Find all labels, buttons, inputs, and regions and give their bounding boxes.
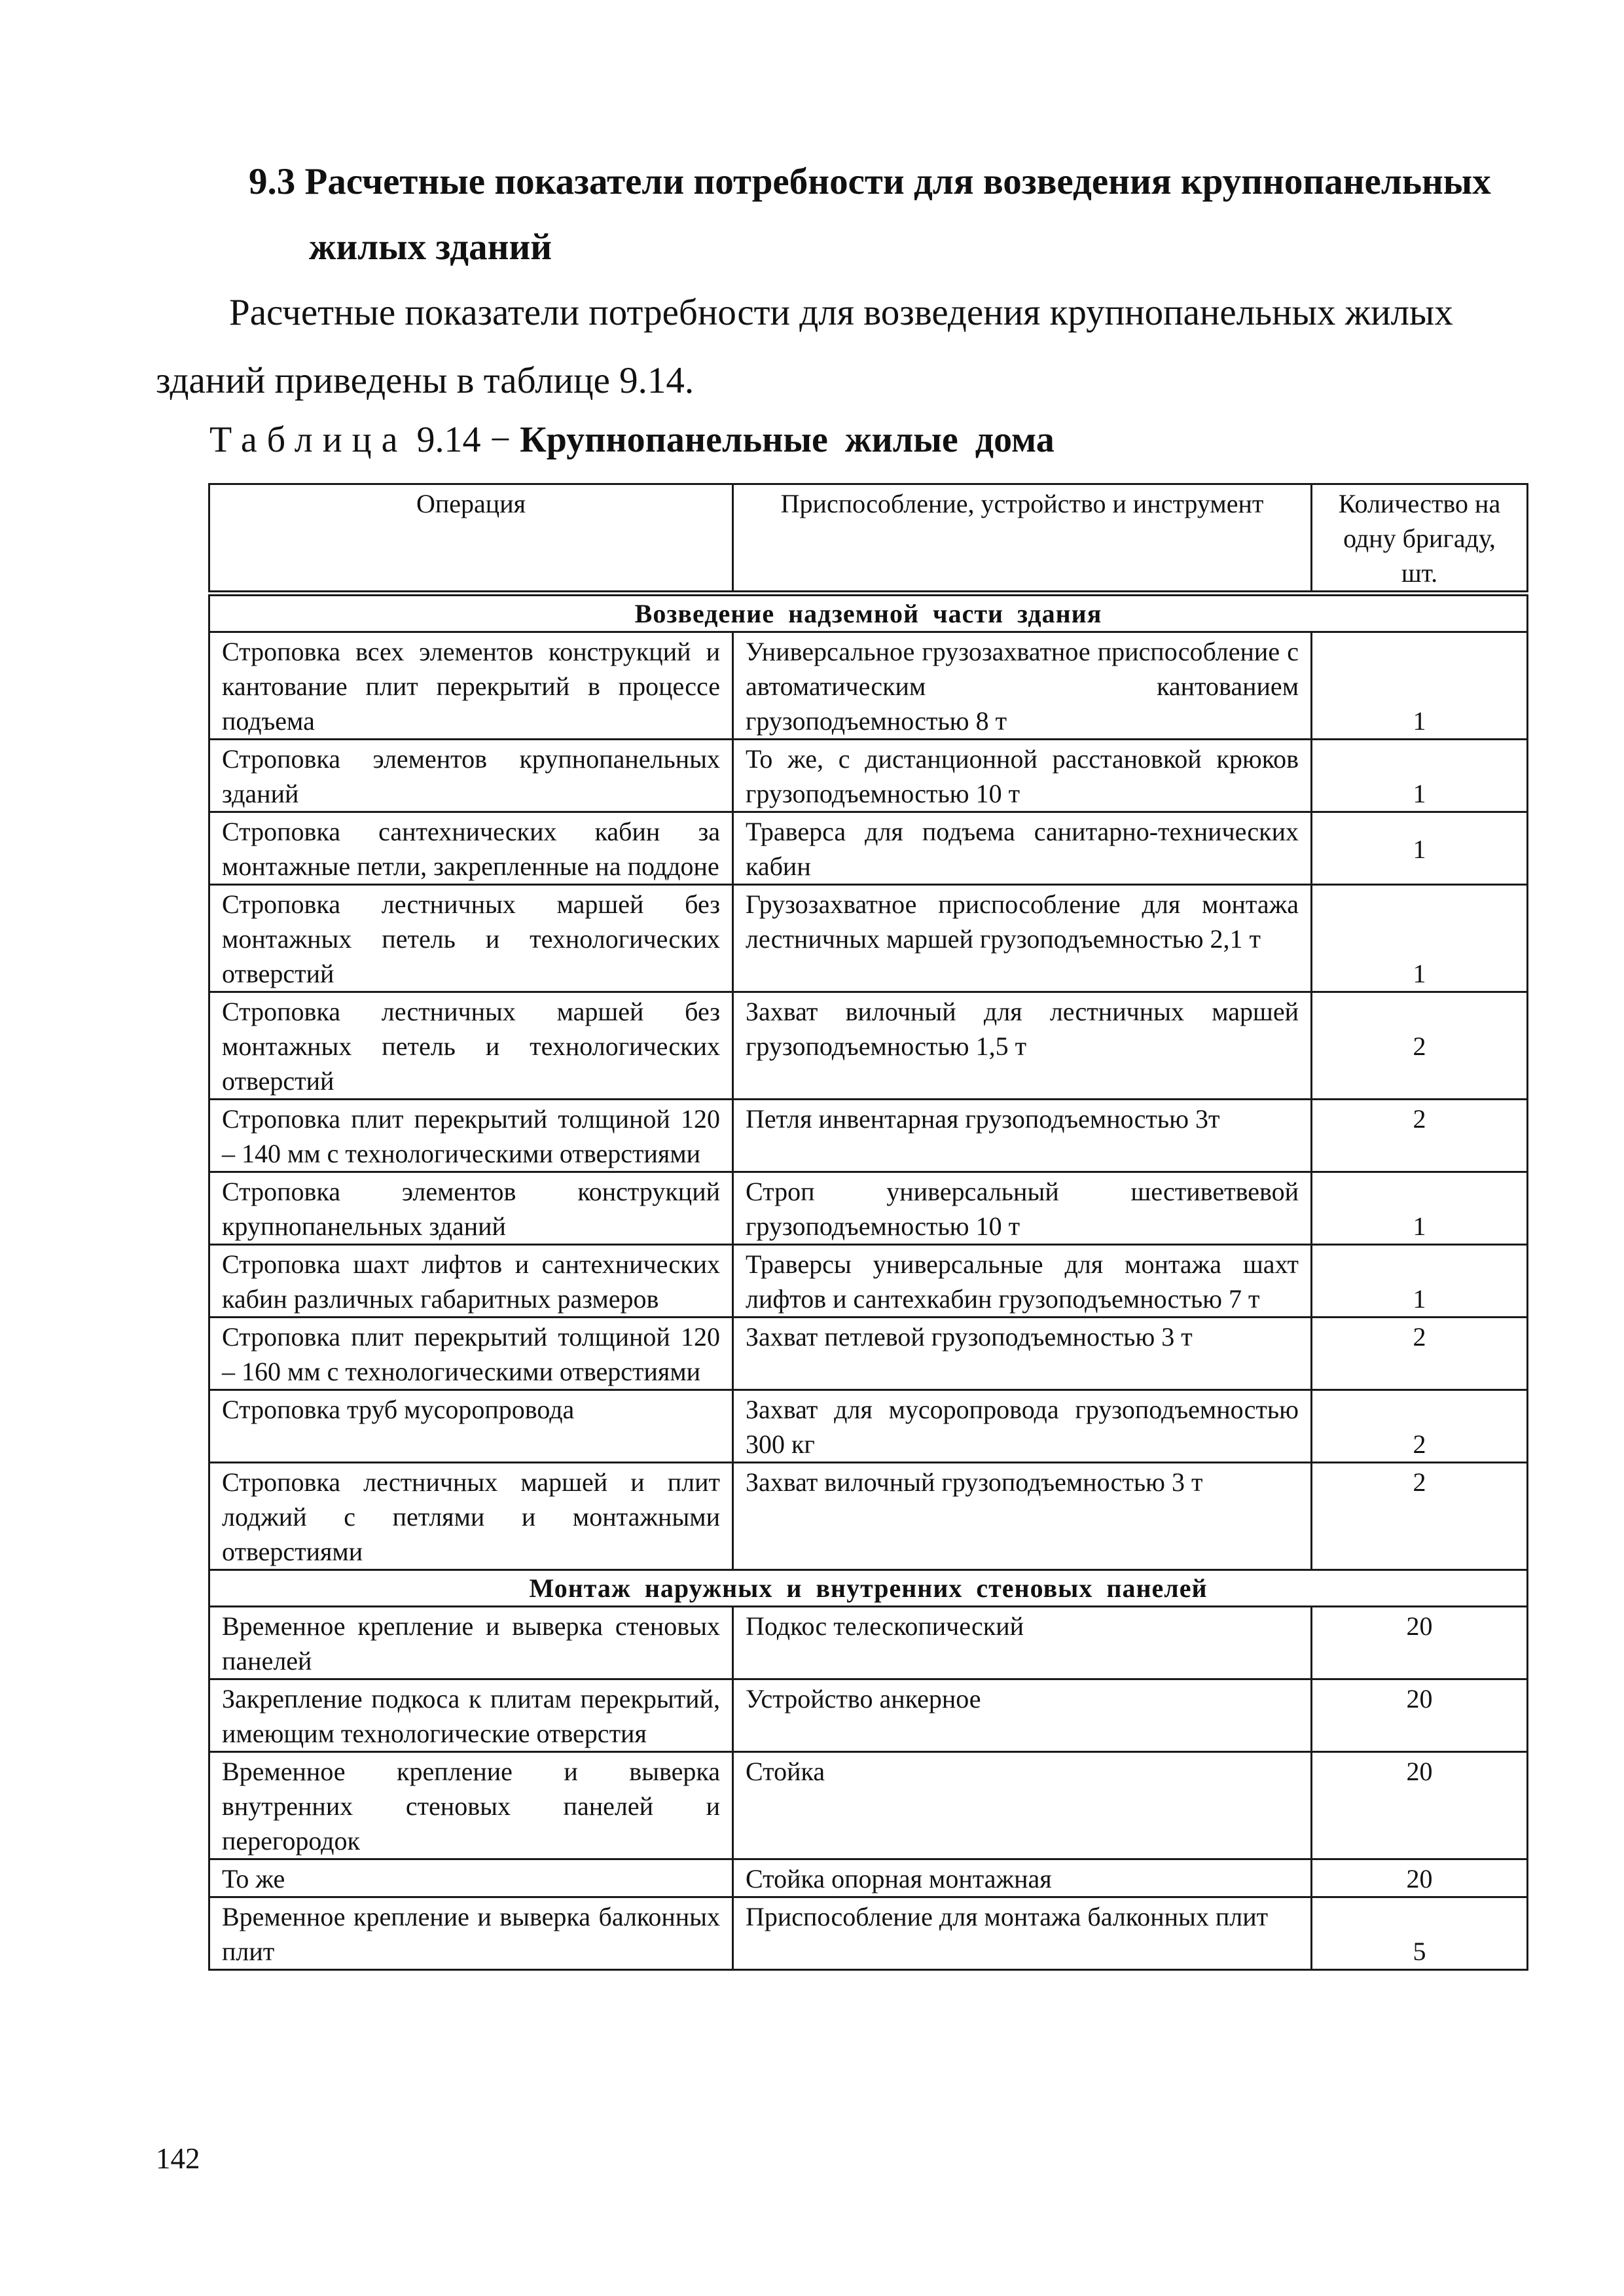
section-title: Монтаж наружных и внутренних стеновых панелей: [209, 1570, 1528, 1607]
table-row: [209, 1245, 1528, 1318]
cell-operation: Временное крепление и выверка внутренних стеновых панелей и перегородок: [209, 1752, 733, 1859]
table-header-row: [209, 484, 1528, 594]
cell-device: Универсальное грузозахватное приспособление с автоматическим кантованием грузоподъемностью 8 т: [733, 632, 1312, 740]
cell-device: Устройство анкерное: [733, 1679, 1312, 1752]
cell-quantity: 2: [1312, 992, 1528, 1100]
cell-quantity: 1: [1312, 740, 1528, 812]
cell-device: Приспособление для монтажа балконных плит: [733, 1897, 1312, 1970]
table-row: [209, 885, 1528, 992]
cell-operation: Строповка плит перекрытий толщиной 120 – 160 мм с технологическими отверстиями: [209, 1318, 733, 1390]
cell-operation: Строповка элементов крупнопанельных зданий: [209, 740, 733, 812]
cell-device: Подкос телескопический: [733, 1607, 1312, 1679]
cell-quantity: 1: [1312, 1172, 1528, 1245]
cell-operation: Строповка лестничных маршей и плит лоджий с петлями и монтажными отверстиями: [209, 1463, 733, 1570]
cell-quantity: 2: [1312, 1463, 1528, 1570]
table-caption-title: Крупнопанельные жилые дома: [520, 420, 1055, 460]
table-row: [209, 1100, 1528, 1172]
table-row: [209, 1390, 1528, 1463]
section-title: Возведение надземной части здания: [209, 594, 1528, 632]
table-row: [209, 1859, 1528, 1897]
cell-quantity: 20: [1312, 1859, 1528, 1897]
cell-operation: Строповка всех элементов конструкций и кантование плит перекрытий в процессе подъема: [209, 632, 733, 740]
table-row: [209, 1679, 1528, 1752]
cell-operation: Временное крепление и выверка балконных плит: [209, 1897, 733, 1970]
table-caption-label: Таблица: [209, 420, 408, 460]
equipment-table: [208, 483, 1528, 1971]
table-row: [209, 1752, 1528, 1859]
cell-device: Захват петлевой грузоподъемностью 3 т: [733, 1318, 1312, 1390]
section-heading: [249, 149, 1558, 280]
cell-quantity: 2: [1312, 1100, 1528, 1172]
section-heading-line2: жилых зданий: [309, 226, 552, 268]
section-row: [209, 594, 1528, 632]
header-operation: Операция: [209, 484, 733, 594]
cell-operation: Закрепление подкоса к плитам перекрытий, имеющим технологические отверстия: [209, 1679, 733, 1752]
cell-quantity: 20: [1312, 1752, 1528, 1859]
cell-operation: Строповка элементов конструкций крупнопанельных зданий: [209, 1172, 733, 1245]
cell-device: Стойка опорная монтажная: [733, 1859, 1312, 1897]
cell-quantity: 1: [1312, 812, 1528, 885]
table-row: [209, 740, 1528, 812]
cell-operation: Строповка плит перекрытий толщиной 120 – 140 мм с технологическими отверстиями: [209, 1100, 733, 1172]
table-row: [209, 1172, 1528, 1245]
cell-operation: Строповка лестничных маршей без монтажных петель и технологических отверстий: [209, 992, 733, 1100]
cell-device: Строп универсальный шестиветвевой грузоподъемностью 10 т: [733, 1172, 1312, 1245]
table-row: [209, 1607, 1528, 1679]
section-heading-line1: 9.3 Расчетные показатели потребности для возведения крупнопанельных: [249, 161, 1491, 202]
cell-device: Траверсы универсальные для монтажа шахт лифтов и сантехкабин грузоподъемностью 7 т: [733, 1245, 1312, 1318]
cell-quantity: 20: [1312, 1679, 1528, 1752]
cell-operation: Строповка труб мусоропровода: [209, 1390, 733, 1463]
cell-quantity: 1: [1312, 632, 1528, 740]
cell-operation: Строповка лестничных маршей без монтажных петель и технологических отверстий: [209, 885, 733, 992]
cell-device: Захват для мусоропровода грузоподъемностью 300 кг: [733, 1390, 1312, 1463]
cell-device: Захват вилочный грузоподъемностью 3 т: [733, 1463, 1312, 1570]
cell-device: Петля инвентарная грузоподъемностью 3т: [733, 1100, 1312, 1172]
table-caption: [209, 414, 1519, 466]
cell-device: Траверса для подъема санитарно-технических кабин: [733, 812, 1312, 885]
table-row: [209, 812, 1528, 885]
table-row: [209, 1318, 1528, 1390]
cell-quantity: 5: [1312, 1897, 1528, 1970]
table-caption-dash: −: [490, 420, 511, 460]
cell-device: Стойка: [733, 1752, 1312, 1859]
cell-quantity: 2: [1312, 1318, 1528, 1390]
cell-operation: Строповка сантехнических кабин за монтажные петли, закрепленные на поддоне: [209, 812, 733, 885]
table-caption-number: 9.14: [416, 420, 481, 460]
cell-device: Грузозахватное приспособление для монтажа лестничных маршей грузоподъемностью 2,1 т: [733, 885, 1312, 992]
cell-quantity: 2: [1312, 1390, 1528, 1463]
header-device: Приспособление, устройство и инструмент: [733, 484, 1312, 594]
cell-quantity: 1: [1312, 885, 1528, 992]
table-row: [209, 632, 1528, 740]
cell-device: То же, с дистанционной расстановкой крюков грузоподъемностью 10 т: [733, 740, 1312, 812]
cell-quantity: 1: [1312, 1245, 1528, 1318]
page-number: 142: [156, 2142, 200, 2175]
header-quantity: Количество на одну бригаду, шт.: [1312, 484, 1528, 594]
cell-operation: Строповка шахт лифтов и сантехнических кабин различных габаритных размеров: [209, 1245, 733, 1318]
cell-quantity: 20: [1312, 1607, 1528, 1679]
section-row: [209, 1570, 1528, 1607]
table-row: [209, 992, 1528, 1100]
table-row: [209, 1897, 1528, 1970]
table-row: [209, 1463, 1528, 1570]
cell-operation: То же: [209, 1859, 733, 1897]
intro-paragraph: Расчетные показатели потребности для возведения крупнопанельных жилых зданий приведены в таблице 9.14.: [156, 292, 1453, 401]
cell-device: Захват вилочный для лестничных маршей грузоподъемностью 1,5 т: [733, 992, 1312, 1100]
cell-operation: Временное крепление и выверка стеновых панелей: [209, 1607, 733, 1679]
